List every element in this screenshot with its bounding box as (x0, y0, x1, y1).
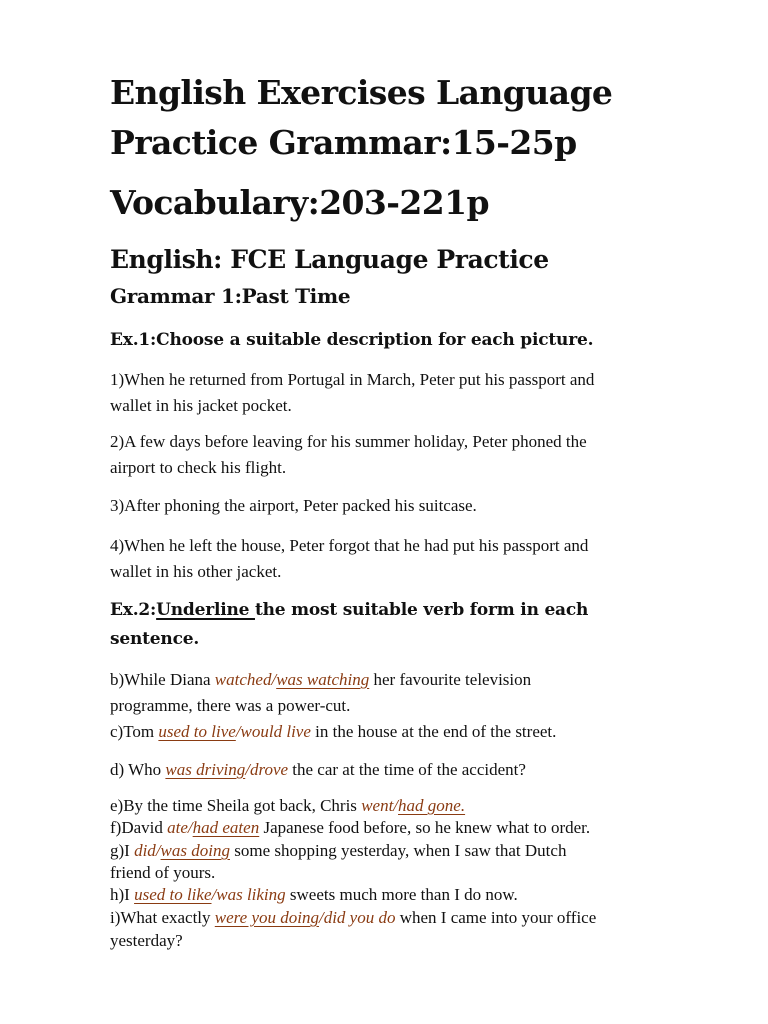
option-separator: / (235, 722, 241, 741)
ex2-sentence-e (110, 795, 465, 817)
ex1-item-4-line-2: wallet in his other jacket. (110, 562, 282, 581)
ex2-sentence-b-line-2: programme, there was a power-cut. (110, 696, 351, 715)
option-2-underlined: was doing (160, 841, 230, 860)
option-2: drove (249, 760, 289, 779)
option-1: did (134, 841, 156, 860)
ex2-sentence-b (110, 667, 531, 693)
sentence-text: h)I (110, 885, 135, 904)
sentence-text: c)Tom (110, 722, 159, 741)
ex2-heading-underlined: Underline (156, 600, 255, 620)
ex1-item-1-line-1: 1)When he returned from Portugal in March, Peter put his passport and (110, 370, 595, 389)
ex2-sentence-d (110, 757, 526, 783)
option-1: ate (167, 818, 188, 837)
sentence-text: f)David (110, 818, 168, 837)
ex1-item-2-line-1: 2)A few days before leaving for his summer holiday, Peter phoned the (110, 432, 587, 451)
option-separator: / (393, 796, 399, 815)
option-2: did you do (323, 908, 396, 927)
ex2-sentence-g-line-2: friend of yours. (110, 863, 216, 882)
ex1-item-2-line-2: airport to check his flight. (110, 458, 287, 477)
section-heading: Grammar 1:Past Time (110, 284, 351, 308)
option-separator: / (187, 818, 193, 837)
option-1-underlined: was driving (165, 760, 246, 779)
title-line-1: English Exercises Language (110, 73, 613, 112)
option-2-underlined: had eaten (192, 818, 260, 837)
ex2-sentence-i (110, 907, 596, 929)
sentence-text: e)By the time Sheila got back, Chris (110, 796, 362, 815)
title-line-2: Practice Grammar:15-25p (110, 123, 577, 162)
ex2-sentence-f (110, 817, 590, 839)
option-1-underlined: used to live (158, 722, 236, 741)
option-separator: / (245, 760, 250, 779)
subtitle: English: FCE Language Practice (110, 245, 549, 274)
option-2-underlined: was watching (276, 670, 370, 689)
ex1-item-3: 3)After phoning the airport, Peter packed his suitcase. (110, 496, 477, 515)
option-1: watched (214, 670, 272, 689)
option-1-underlined: used to like (134, 885, 212, 904)
ex2-heading-line-1 (110, 597, 588, 623)
ex1-item-1-line-2: wallet in his jacket pocket. (110, 396, 292, 415)
ex2-sentence-h (110, 884, 518, 906)
sentence-text: Japanese food before, so he knew what to order. (259, 818, 591, 837)
sentence-text: the car at the time of the accident? (288, 760, 526, 779)
sentence-text: b)While Diana (110, 670, 215, 689)
sentence-text: g)I (110, 841, 135, 860)
ex1-heading: Ex.1:Choose a suitable description for each picture. (110, 330, 594, 350)
ex2-sentence-i-line-2: yesterday? (110, 931, 183, 950)
ex2-sentence-c (110, 719, 556, 745)
title-line-3: Vocabulary:203-221p (110, 183, 489, 222)
sentence-text: i)What exactly (110, 908, 215, 927)
option-2: would live (240, 722, 311, 741)
option-2: was liking (216, 885, 286, 904)
sentence-text: when I came into your office (395, 908, 597, 927)
option-separator: / (318, 908, 324, 927)
ex1-item-4-line-1: 4)When he left the house, Peter forgot that he had put his passport and (110, 536, 589, 555)
sentence-text: sweets much more than I do now. (285, 885, 518, 904)
option-2-underlined: had gone. (398, 796, 466, 815)
sentence-text: her favourite television (369, 670, 532, 689)
ex2-heading-prefix: Ex.2: (110, 600, 157, 620)
option-separator: / (271, 670, 277, 689)
sentence-text: some shopping yesterday, when I saw that Dutch (229, 841, 567, 860)
sentence-text: d) Who (110, 760, 166, 779)
option-separator: / (211, 885, 217, 904)
option-1: went (361, 796, 394, 815)
ex2-heading-line-2: sentence. (110, 629, 200, 649)
ex2-sentence-g (110, 840, 566, 862)
option-separator: / (155, 841, 161, 860)
ex2-heading-rest: the most suitable verb form in each (254, 600, 589, 620)
option-1-underlined: were you doing (214, 908, 319, 927)
sentence-text: in the house at the end of the street. (310, 722, 557, 741)
